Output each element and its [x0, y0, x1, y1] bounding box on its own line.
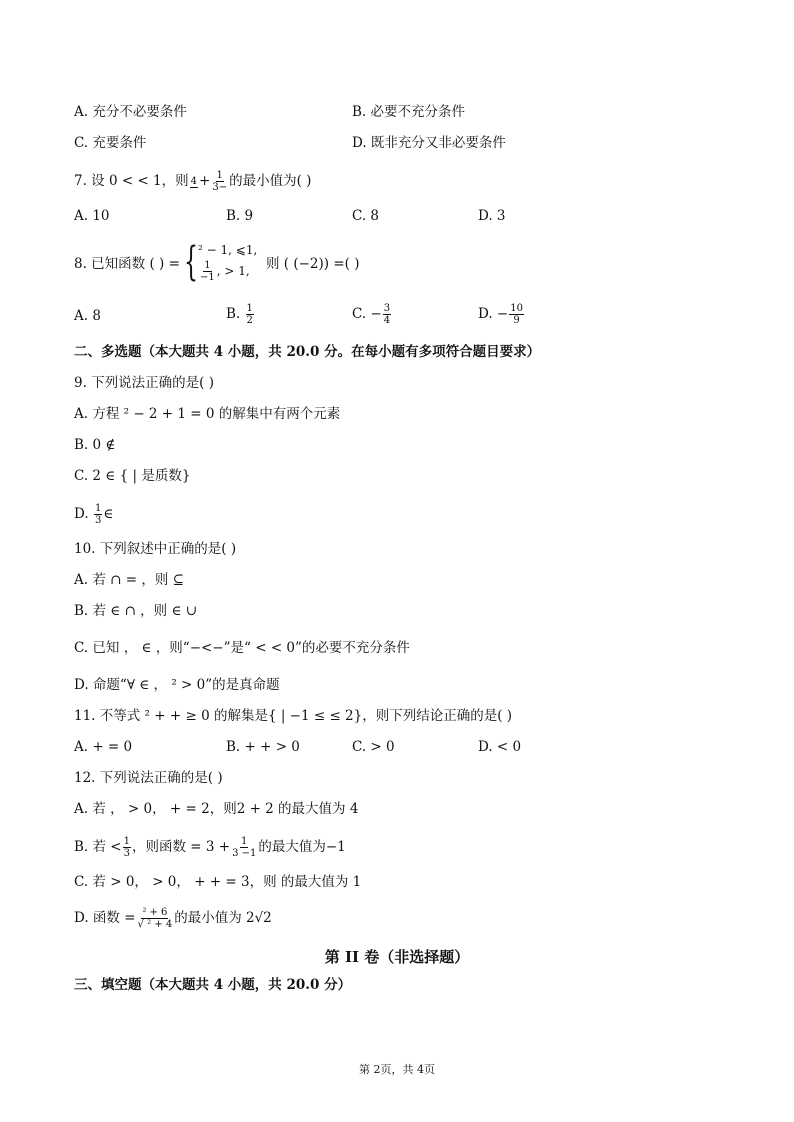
q11-option-c: C. > 0 — [352, 739, 395, 755]
q9-option-d-suffix: ∈ — [103, 506, 114, 522]
q12-b-den: 3 — [123, 848, 130, 859]
q7-option-c: C. 8 — [352, 208, 380, 224]
q6-option-a: A. 充分不必要条件 — [74, 104, 187, 120]
q10-stem: 10. 下列叙述中正确的是( ) — [74, 541, 237, 557]
q12-d-num: ² + 6 — [142, 907, 168, 918]
q8-piece2-fraction — [199, 260, 216, 283]
q12-b-num: 1 — [123, 836, 130, 847]
q9-d-den: 3 — [94, 515, 102, 526]
q7-option-b: B. 9 — [226, 208, 254, 224]
q8-piece2-num: 1 — [204, 260, 211, 271]
q7-frac2-den: 3− — [212, 182, 228, 193]
q8-option-b-fraction — [246, 303, 254, 326]
q10-option-c: C. 已知 ， ∈ ，则“−<−”是“ < < 0”的必要不充分条件 — [74, 640, 410, 656]
q12-stem: 12. 下列说法正确的是( ) — [74, 770, 223, 786]
q8-d-den: 9 — [513, 315, 520, 326]
q8-piece2-den: −1 — [200, 272, 215, 283]
q12-b-mid: ，则函数 = 3 + — [131, 839, 231, 855]
q8-b-den: 2 — [246, 315, 253, 326]
q8-option-d — [478, 303, 525, 326]
section-3-heading: 三、填空题（本大题共 4 小题，共 20.0 分） — [74, 977, 352, 993]
q7-fraction-1 — [190, 176, 198, 188]
q12-b-fraction-1 — [123, 836, 131, 859]
q8-option-c-fraction — [383, 303, 391, 326]
q6-option-b: B. 必要不充分条件 — [352, 104, 466, 120]
q7-prefix: 7. 设 0 < < 1，则 — [74, 173, 189, 189]
q8-option-c-label: C. − — [352, 306, 382, 322]
q8-option-d-fraction — [509, 303, 524, 326]
q8-piece-2 — [198, 260, 250, 283]
q9-stem: 9. 下列说法正确的是( ) — [74, 375, 214, 391]
q12-d-den: √ ² + 4 — [137, 919, 173, 930]
q10-option-a: A. 若 ∩ = ，则 ⊆ — [74, 572, 184, 588]
q11-option-a: A. + = 0 — [74, 739, 133, 755]
q8-suffix: 则 ( (−2)) =( ) — [266, 256, 360, 272]
q7-stem — [74, 170, 311, 193]
q8-c-num: 3 — [383, 303, 391, 314]
q7-option-a: A. 10 — [74, 208, 110, 224]
q11-option-b: B. + + > 0 — [226, 739, 300, 755]
q9-option-d — [74, 503, 113, 526]
q12-d-prefix: D. 函数 = — [74, 910, 136, 926]
piecewise-brace: { — [184, 239, 198, 285]
q10-option-d: D. 命题“∀ ∈ ， ² > 0”的是真命题 — [74, 677, 280, 693]
q8-option-b — [226, 303, 255, 326]
q12-option-d — [74, 907, 272, 930]
q9-option-c: C. 2 ∈ { | 是质数} — [74, 468, 191, 484]
q10-option-b: B. 若 ∈ ∩ ，则 ∈ ∪ — [74, 603, 198, 619]
q12-d-suffix: 的最小值为 2√2 — [174, 910, 272, 926]
q8-c-den: 4 — [383, 315, 391, 326]
q12-option-c: C. 若 > 0， > 0， + + = 3，则 的最大值为 1 — [74, 874, 362, 890]
q12-b-den2: 3 −1 — [232, 848, 257, 859]
section-2-heading: 二、多选题（本大题共 4 小题，共 20.0 分。在每小题有多项符合题目要求） — [74, 344, 541, 360]
q11-option-d: D. < 0 — [478, 739, 522, 755]
q11-stem: 11. 不等式 ² + + ≥ 0 的解集是{ | −1 ≤ ≤ 2}，则下列结论正确的是( ) — [74, 708, 513, 724]
q8-option-b-label: B. — [226, 306, 241, 322]
q8-piece2-tail: , > 1, — [216, 264, 250, 278]
q8-option-c — [352, 303, 392, 326]
q9-option-d-fraction — [94, 503, 102, 526]
q9-option-b: B. 0 ∉ — [74, 437, 116, 453]
q12-b-fraction-2 — [231, 836, 257, 859]
q12-b-suffix: 的最大值为−1 — [258, 839, 346, 855]
q7-frac2-num: 1 — [216, 170, 223, 181]
q8-option-d-label: D. − — [478, 306, 509, 322]
q12-d-fraction — [137, 907, 174, 930]
q9-option-d-label: D. — [74, 506, 89, 522]
q7-option-d: D. 3 — [478, 208, 506, 224]
q6-option-c: C. 充要条件 — [74, 135, 147, 151]
q9-d-num: 1 — [94, 503, 102, 514]
q8-prefix: 8. 已知函数 ( ) = — [74, 256, 180, 272]
part-2-title: 第 II 卷（非选择题） — [324, 948, 470, 966]
q7-fraction-2 — [211, 170, 228, 193]
q7-plus: + — [199, 173, 211, 189]
q12-b-prefix: B. 若 < — [74, 839, 122, 855]
q8-b-num: 1 — [246, 303, 253, 314]
q12-b-num2: 1 — [241, 836, 248, 847]
page-footer: 第 2页，共 4页 — [359, 1063, 435, 1076]
q6-option-d: D. 既非充分又非必要条件 — [352, 135, 506, 151]
q7-frac1-num: 4 — [190, 175, 198, 187]
q8-d-num: 10 — [510, 303, 523, 314]
q12-option-a: A. 若 ， > 0， + = 2，则2 + 2 的最大值为 4 — [74, 801, 359, 817]
q8-piece-1: ² − 1, ⩽1, — [198, 243, 258, 257]
q8-option-a: A. 8 — [74, 308, 101, 324]
q9-option-a: A. 方程 ² − 2 + 1 = 0 的解集中有两个元素 — [74, 406, 341, 422]
q7-suffix: 的最小值为( ) — [229, 173, 312, 189]
q12-option-b — [74, 836, 346, 859]
